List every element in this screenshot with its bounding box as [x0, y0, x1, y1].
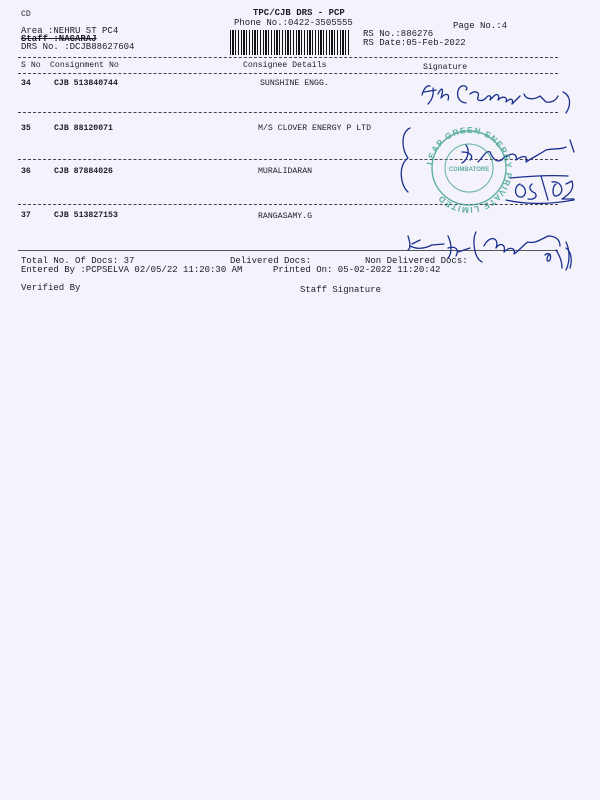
row-34-sno: 34	[21, 79, 31, 88]
staff-value: Staff :NAGARAJ	[21, 34, 97, 44]
corner-mark: CD	[21, 10, 31, 19]
row-35-sno: 35	[21, 124, 31, 133]
signature-row-34	[422, 86, 570, 113]
rs-date: RS Date:05-Feb-2022	[363, 38, 466, 48]
row-36-sno: 36	[21, 167, 31, 176]
row-35-consignment: CJB 88120071	[54, 124, 113, 133]
row-37-consignment: CJB 513827153	[54, 211, 118, 220]
printed-on: Printed On: 05-02-2022 11:20:42	[273, 265, 441, 275]
stamp-city: COIMBATORE	[448, 167, 490, 173]
col-header-consignment: Consignment No	[50, 61, 119, 70]
rs-number: RS No.:886276	[363, 29, 434, 39]
col-header-sno: S No	[21, 61, 41, 70]
row-36-consignee: MURALIDARAN	[258, 167, 313, 176]
company-stamp	[424, 125, 514, 215]
row-35-consignee: M/S CLOVER ENERGY P LTD	[258, 124, 372, 133]
row-34-consignment: CJB 513840744	[54, 79, 118, 88]
col-header-signature: Signature	[423, 63, 468, 72]
delivered-docs: Delivered Docs:	[230, 256, 312, 266]
col-header-consignee: Consignee Details	[243, 61, 327, 70]
document-title: TPC/CJB DRS - PCP	[253, 8, 345, 18]
handwritten-date	[506, 176, 574, 204]
verified-by-label: Verified By	[21, 283, 81, 293]
total-docs: Total No. Of Docs: 37	[21, 256, 135, 266]
page-number: Page No.:4	[453, 21, 508, 31]
row-37-sno: 37	[21, 211, 31, 220]
signature-row-37	[408, 232, 571, 270]
entered-by: Entered By :PCPSELVA 02/05/22 11:20:30 AM	[21, 265, 243, 275]
signature-bracket	[401, 128, 410, 192]
row-36-consignment: CJB 87884026	[54, 167, 113, 176]
stamp-ring-text: LEAP GREEN ENERGY PRIVATE LIMITED	[424, 124, 515, 216]
non-delivered-docs: Non Delivered Docs:	[365, 256, 468, 266]
signature-row-35	[462, 140, 574, 163]
row-37-consignee: RANGASAMY.G	[258, 212, 313, 221]
staff-signature-label: Staff Signature	[300, 285, 382, 295]
row-34-consignee: SUNSHINE ENGG.	[260, 79, 329, 88]
drs-number: DRS No. :DCJB88627604	[21, 42, 135, 52]
area-field: Area :NEHRU ST PC4	[21, 26, 119, 36]
phone-number: Phone No.:0422-3505555	[234, 18, 353, 28]
